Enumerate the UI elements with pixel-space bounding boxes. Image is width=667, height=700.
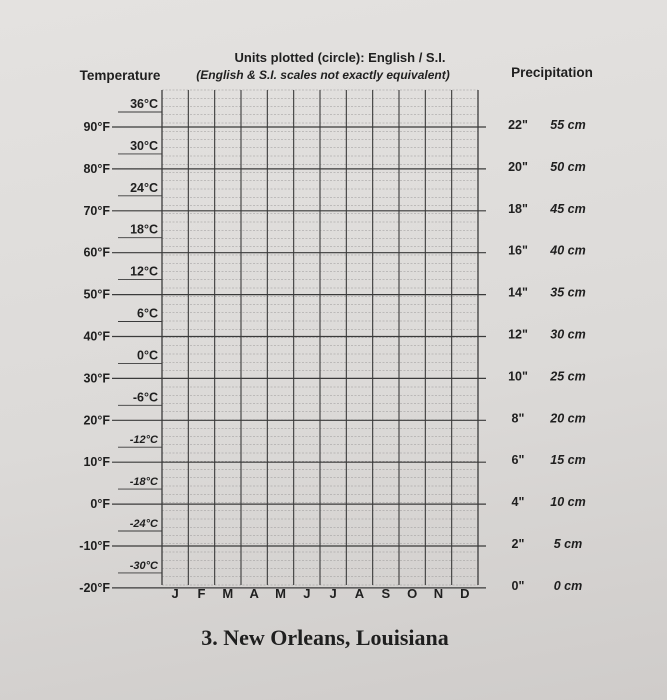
cm-tick-label: 35 cm (550, 285, 586, 300)
month-tick-label: A (249, 586, 259, 601)
month-tick-label: F (197, 586, 206, 601)
month-tick-label: J (303, 586, 311, 601)
inch-tick-label: 12" (508, 327, 528, 342)
fahrenheit-tick-label: 80°F (83, 161, 110, 176)
inch-tick-label: 6" (511, 453, 525, 468)
precipitation-axis-title: Precipitation (511, 65, 593, 80)
month-tick-label: A (354, 586, 365, 601)
cm-tick-label: 20 cm (550, 411, 586, 426)
celsius-tick-label: -6°C (132, 390, 158, 405)
month-tick-label: M (222, 586, 234, 601)
inch-tick-label: 0" (511, 578, 525, 593)
inch-tick-label: 20" (508, 159, 528, 174)
month-tick-label: N (433, 586, 444, 601)
cm-tick-label: 5 cm (553, 537, 583, 551)
inch-tick-label: 14" (508, 285, 528, 300)
fahrenheit-tick-label: 60°F (83, 245, 110, 260)
celsius-tick-label: 36°C (130, 97, 158, 111)
month-tick-label: D (460, 586, 470, 601)
fahrenheit-tick-label: 10°F (83, 455, 110, 470)
fahrenheit-tick-label: 0°F (90, 497, 110, 512)
month-tick-label: J (329, 586, 337, 601)
cm-tick-label: 45 cm (550, 201, 586, 216)
inch-tick-label: 18" (508, 201, 528, 216)
inch-tick-label: 10" (508, 369, 528, 384)
cm-tick-label: 15 cm (550, 453, 586, 468)
chart-header: Units plotted (circle): English / S.I. (234, 50, 446, 65)
cm-tick-label: 50 cm (550, 159, 586, 174)
month-tick-label: O (407, 586, 418, 601)
celsius-tick-label: -30°C (129, 559, 158, 572)
inch-tick-label: 22" (508, 118, 528, 132)
fahrenheit-tick-label: -10°F (79, 539, 110, 553)
cm-tick-label: 30 cm (550, 327, 586, 342)
celsius-tick-label: 6°C (137, 306, 158, 321)
inch-tick-label: 8" (511, 411, 525, 426)
inch-tick-label: 4" (511, 495, 525, 510)
inch-tick-label: 16" (508, 243, 528, 258)
scale-note: (English & S.I. scales not exactly equivalent) (196, 68, 450, 82)
station-caption: 3. New Orleans, Louisiana (201, 625, 449, 650)
precipitation-axis (478, 90, 586, 593)
plot-grid (162, 90, 478, 585)
fahrenheit-tick-label: 70°F (83, 203, 110, 218)
fahrenheit-tick-label: 30°F (83, 371, 110, 386)
fahrenheit-tick-label: -20°F (79, 580, 110, 595)
inch-tick-label: 2" (511, 537, 525, 551)
celsius-tick-label: -24°C (129, 518, 158, 530)
celsius-tick-label: -12°C (129, 434, 158, 447)
fahrenheit-tick-label: 50°F (83, 287, 110, 302)
celsius-tick-label: 0°C (137, 348, 158, 363)
cm-tick-label: 0 cm (553, 578, 583, 593)
celsius-tick-label: 24°C (130, 180, 158, 195)
celsius-tick-label: 18°C (130, 222, 158, 237)
cm-tick-label: 25 cm (550, 369, 586, 384)
temperature-axis-title: Temperature (79, 68, 161, 83)
celsius-tick-label: 12°C (130, 264, 158, 279)
cm-tick-label: 40 cm (550, 243, 586, 258)
celsius-axis (118, 90, 162, 585)
celsius-tick-label: 30°C (130, 138, 158, 153)
fahrenheit-tick-label: 90°F (83, 120, 110, 134)
month-tick-label: S (381, 586, 391, 601)
celsius-tick-label: -18°C (129, 476, 158, 489)
cm-tick-label: 55 cm (550, 118, 586, 132)
fahrenheit-tick-label: 40°F (83, 329, 110, 344)
month-tick-label: J (171, 586, 179, 601)
cm-tick-label: 10 cm (550, 495, 586, 510)
month-tick-label: M (275, 586, 286, 601)
fahrenheit-tick-label: 20°F (83, 413, 110, 428)
